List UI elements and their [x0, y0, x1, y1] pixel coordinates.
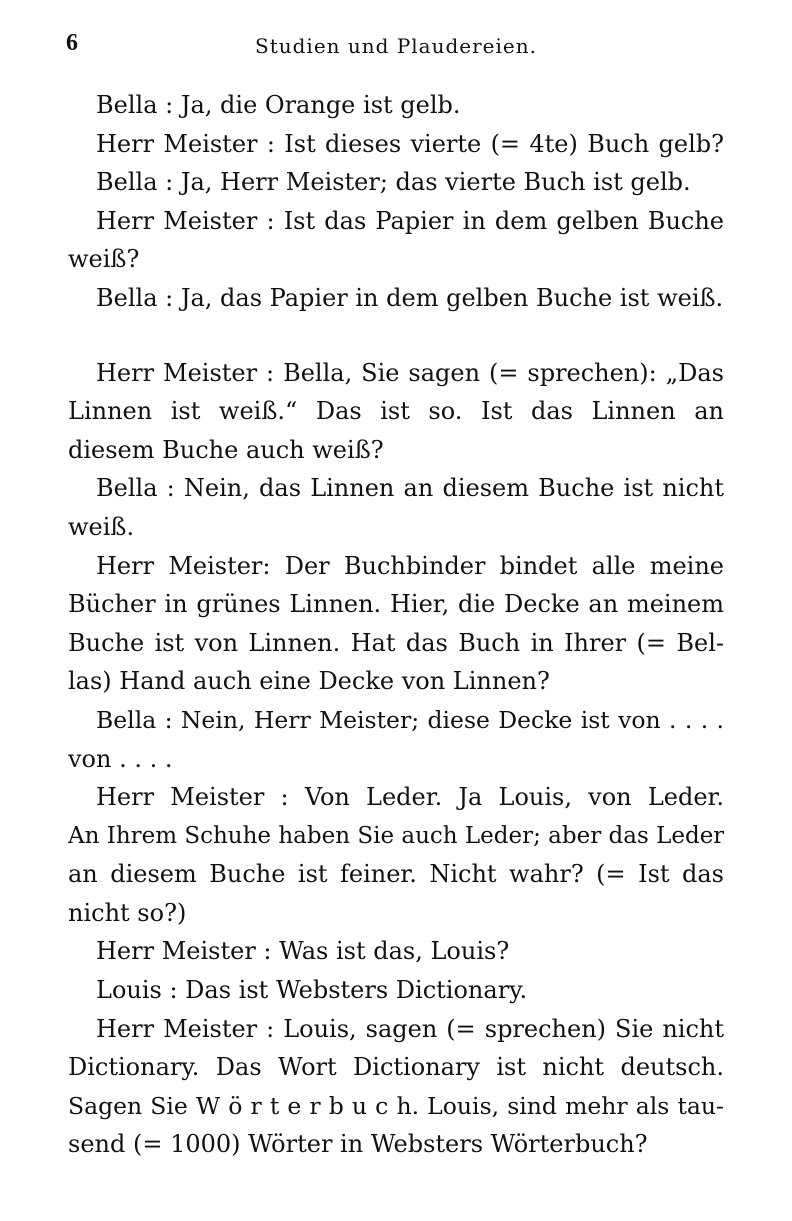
text-line: Bella : Ja, Herr Meister; das vierte Buch ist gelb.	[96, 168, 691, 197]
text-line: send (= 1000) Wörter in Websters Wörterbuch?	[68, 1130, 648, 1159]
text-line: von . . . .	[68, 744, 173, 773]
paragraph-gap	[68, 318, 724, 354]
text-line: Herr Meister : Ist dieses vierte (= 4te) Buch gelb?	[96, 129, 724, 158]
text-line: Linnen ist weiß.“ Das ist so. Ist das Linnen an	[68, 397, 724, 426]
dialogue-text	[68, 86, 724, 1164]
text-line: las) Hand auch eine Decke von Linnen?	[68, 667, 550, 696]
text-line: Herr Meister : Louis, sagen (= sprechen) Sie nicht	[96, 1014, 724, 1043]
text-line: Herr Meister: Der Buchbinder bindet alle meine	[96, 551, 724, 580]
text-line: weiß.	[68, 512, 135, 541]
text-line: Herr Meister : Was ist das, Louis?	[96, 937, 510, 966]
text-line: Bella : Nein, das Linnen an diesem Buche ist nicht	[96, 474, 724, 503]
text-line: Buche ist von Linnen. Hat das Buch in Ihrer (= Bel-	[68, 628, 724, 657]
text-line: An Ihrem Schuhe haben Sie auch Leder; aber das Leder	[68, 822, 724, 849]
text-line: Bella : Ja, die Orange ist gelb.	[96, 91, 461, 119]
page-header	[66, 30, 726, 64]
text-line: Sagen Sie W ö r t e r b u c h. Louis, sind mehr als tau-	[68, 1091, 724, 1120]
text-line: Bella : Nein, Herr Meister; diese Decke ist von . . . .	[96, 705, 724, 734]
text-line: Dictionary. Das Wort Dictionary ist nicht deutsch.	[68, 1053, 724, 1082]
text-line: weiß?	[68, 245, 140, 274]
text-line: Bella : Ja, das Papier in dem gelben Buche ist weiß.	[96, 283, 724, 312]
text-line: Herr Meister : Ist das Papier in dem gelben Buche	[96, 206, 724, 235]
text-line: Bücher in grünes Linnen. Hier, die Decke an meinem	[68, 590, 724, 619]
text-line: diesem Buche auch weiß?	[68, 435, 384, 464]
text-line: Herr Meister : Bella, Sie sagen (= sprechen): „Das	[96, 358, 724, 387]
text-line: Louis : Das ist Websters Dictionary.	[96, 976, 528, 1005]
running-title: Studien und Plaudereien.	[255, 34, 537, 58]
text-line: Herr Meister : Von Leder. Ja Louis, von Leder.	[96, 783, 724, 812]
page-number: 6	[66, 30, 78, 56]
text-line: an diesem Buche ist feiner. Nicht wahr? (= Ist das	[68, 860, 724, 889]
text-line: nicht so?)	[68, 898, 187, 927]
